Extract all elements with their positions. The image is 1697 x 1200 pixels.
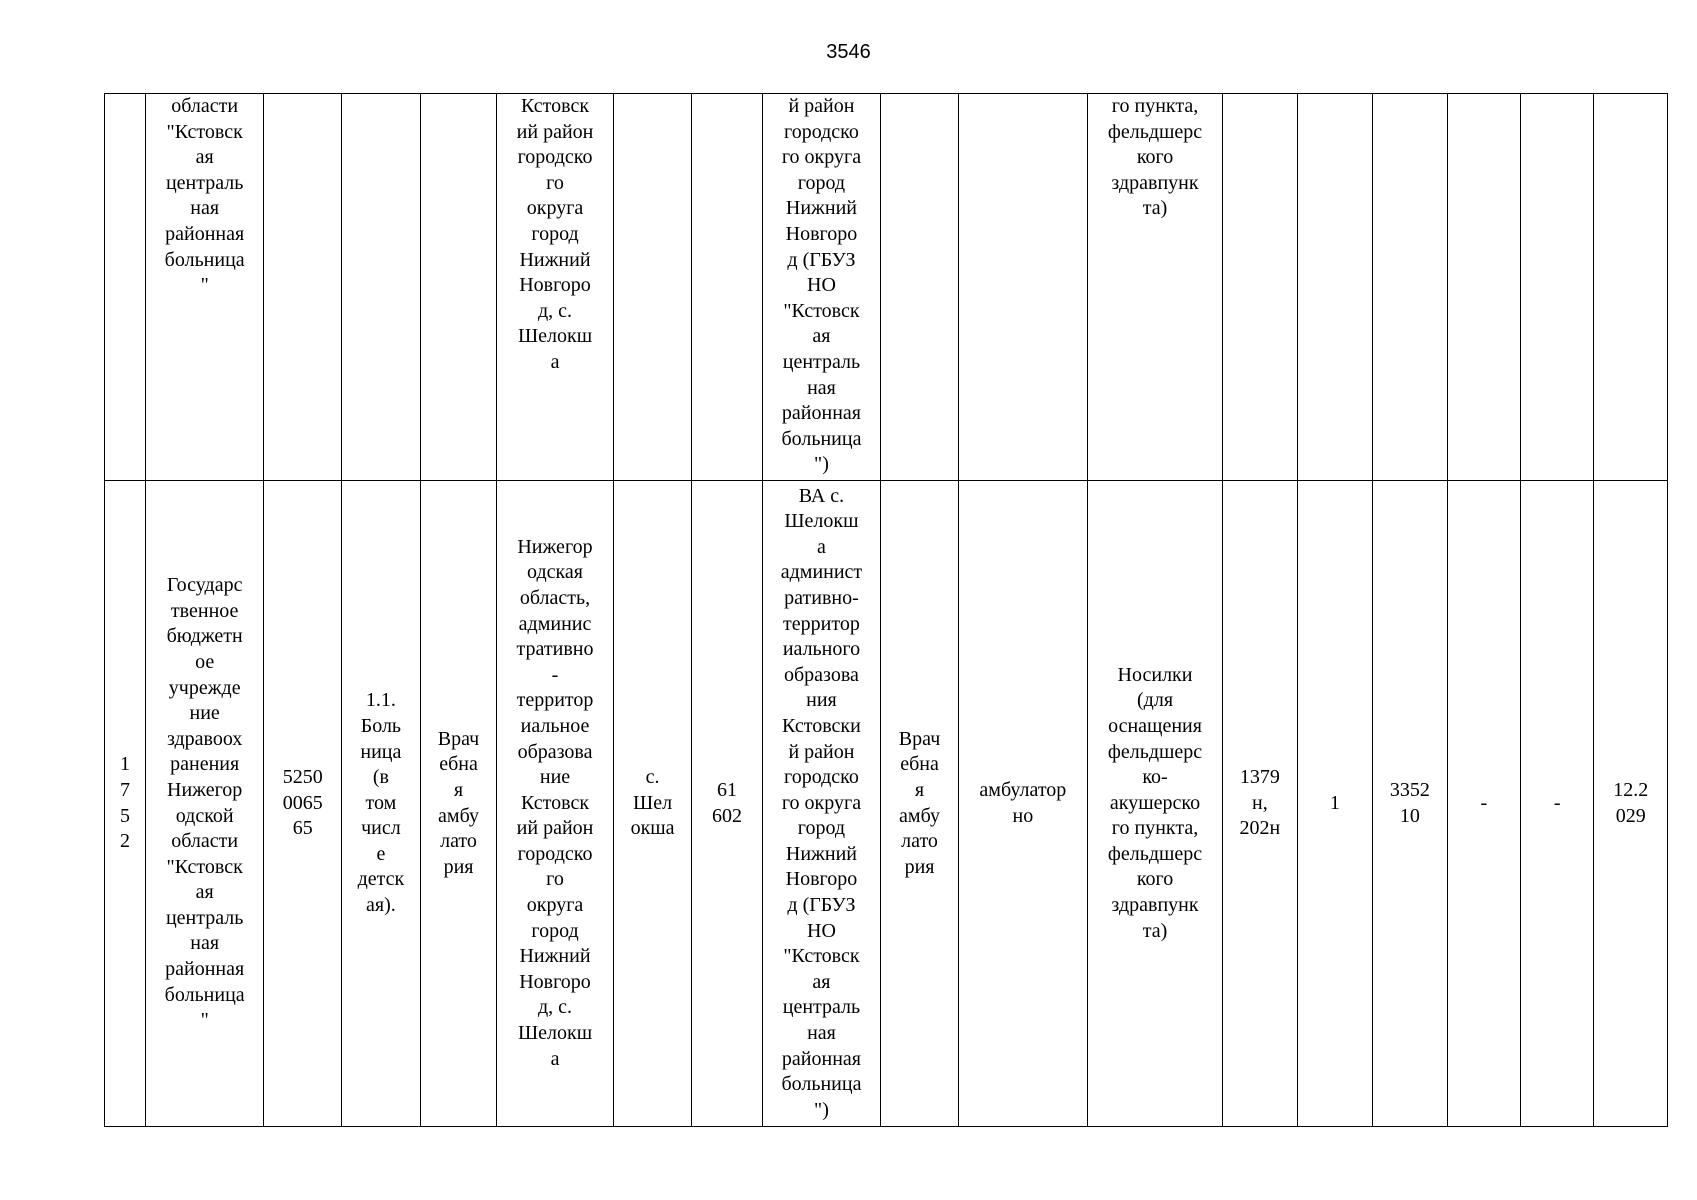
cell-col-17 [1521, 94, 1594, 481]
table-row-continuation [105, 94, 1668, 481]
cell-date: 12.2 029 [1594, 481, 1668, 1127]
cell-inn [264, 94, 342, 481]
page-number: 3546 [826, 41, 871, 63]
cell-locality: с. Шел окша [613, 481, 692, 1127]
cell-code [692, 94, 762, 481]
cell-equipment: Носилки (для оснащения фельдшерс ко- акушерско го пункта, фельдшерс кого здравпунк та) [1087, 481, 1222, 1127]
cell-facility-type: Врач ебна я амбу лато рия [881, 481, 959, 1127]
cell-facility-name: ВА с. Шелокш а админист ративно- территор иального образова ния Кстовски й район городско го округа город Нижний Новгоро д (ГБУЗ НО "Кстовск ая централь ная районная больница ") [762, 481, 881, 1127]
cell-address: Кстовск ий район городско го округа город Нижний Новгоро д, с. Шелокш а [497, 94, 613, 481]
cell-unit-type: Врач ебна я амбу лато рия [420, 481, 497, 1127]
table-row-1752 [105, 481, 1668, 1127]
cell-date [1594, 94, 1668, 481]
cell-code: 61 602 [692, 481, 762, 1127]
cell-inn: 5250 0065 65 [264, 481, 342, 1127]
cell-quantity: 1 [1297, 481, 1373, 1127]
data-table [104, 93, 1668, 1127]
cell-locality [613, 94, 692, 481]
cell-quantity [1297, 94, 1373, 481]
cell-okpd: 3352 10 [1373, 481, 1447, 1127]
cell-organization: Государс твенное бюджетн ое учрежде ние здравоох ранения Нижегор одской области "Кстовск ая централь ная районная больница " [145, 481, 264, 1127]
cell-facility-type [881, 94, 959, 481]
cell-organization: области "Кстовск ая централь ная районная больница " [145, 94, 264, 481]
cell-col-16 [1447, 94, 1520, 481]
cell-okpd [1373, 94, 1447, 481]
cell-profile: 1.1. Боль ница (в том числ е детск ая). [342, 481, 421, 1127]
cell-order: 1379 н, 202н [1223, 481, 1297, 1127]
cell-profile [342, 94, 421, 481]
cell-address: Нижегор одская область, админис тративно - территор иальное образова ние Кстовск ий район городско го округа город Нижний Новгоро д, с. Шелокш а [497, 481, 613, 1127]
cell-row-number [105, 94, 146, 481]
cell-row-number: 1 7 5 2 [105, 481, 146, 1127]
cell-equipment: го пункта, фельдшерс кого здравпунк та) [1087, 94, 1222, 481]
cell-care-condition: амбулатор но [958, 481, 1087, 1127]
cell-order [1223, 94, 1297, 481]
cell-col-16: - [1447, 481, 1520, 1127]
cell-col-17: - [1521, 481, 1594, 1127]
cell-care-condition [958, 94, 1087, 481]
cell-unit-type [420, 94, 497, 481]
cell-facility-name: й район городско го округа город Нижний Новгоро д (ГБУЗ НО "Кстовск ая централь ная районная больница ") [762, 94, 881, 481]
